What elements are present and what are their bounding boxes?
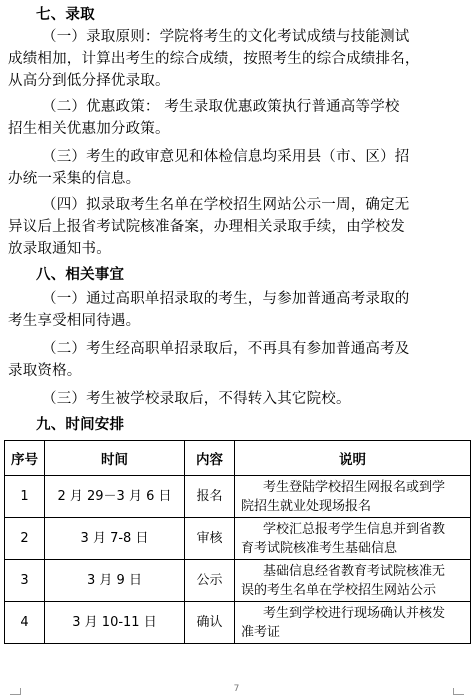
preferential-policy-paragraph xyxy=(8,96,463,140)
text-line: 异议后上报省考试院核准备案，办理相关录取手续，由学校发 xyxy=(8,219,405,235)
table-row xyxy=(5,518,471,560)
desc-line: 院招生就业处现场报名 xyxy=(241,498,372,514)
desc-line: 基础信息经省教育考试院核准无 xyxy=(263,563,446,579)
cell-time: 3 月 7-8 日 xyxy=(45,518,185,560)
text-line: 成绩相加，计算出考生的综合成绩，按照考生的综合成绩排名， xyxy=(8,51,420,67)
cell-content: 报名 xyxy=(185,476,235,518)
desc-line: 考生到学校进行现场确认并核发 xyxy=(263,605,446,621)
cell-content: 审核 xyxy=(185,518,235,560)
column-header-content: 内容 xyxy=(185,441,235,476)
text-line: （三）考生的政审意见和体检信息均采用县（市、区）招 xyxy=(42,149,410,165)
page-number: 7 xyxy=(233,684,240,694)
section-8-heading: 八、相关事宜 xyxy=(36,267,125,283)
cell-time: 3 月 9 日 xyxy=(45,560,185,602)
schedule-table xyxy=(4,440,471,644)
desc-line: 准考证 xyxy=(241,624,281,640)
text-line: （二）考生经高职单招录取后，不再具有参加普通高考及 xyxy=(42,341,410,357)
cell-desc xyxy=(235,518,471,560)
text-line: 从高分到低分择优录取。 xyxy=(8,73,170,89)
text-line: （一）通过高职单招录取的考生，与参加普通高考录取的 xyxy=(42,291,410,307)
text-line: 招生相关优惠加分政策。 xyxy=(8,121,170,137)
desc-line: 育考试院核准考生基础信息 xyxy=(241,540,398,556)
cell-content: 公示 xyxy=(185,560,235,602)
table-header-row xyxy=(5,441,471,476)
cell-desc xyxy=(235,476,471,518)
political-review-paragraph xyxy=(8,146,463,190)
text-line: 放录取通知书。 xyxy=(8,241,111,257)
desc-line: 考生登陆学校招生网报名或到学 xyxy=(263,479,446,495)
cell-no: 1 xyxy=(5,476,45,518)
text-line: 考生享受相同待遇。 xyxy=(8,313,141,329)
cell-content: 确认 xyxy=(185,602,235,644)
text-line: 办统一采集的信息。 xyxy=(8,171,141,187)
table-row xyxy=(5,560,471,602)
table-row xyxy=(5,476,471,518)
column-header-time: 时间 xyxy=(45,441,185,476)
equal-treatment-paragraph xyxy=(8,288,463,332)
cell-no: 2 xyxy=(5,518,45,560)
text-line: （一）录取原则：学院将考生的文化考试成绩与技能测试 xyxy=(42,29,410,45)
no-gaokao-paragraph xyxy=(8,338,463,382)
column-header-desc: 说明 xyxy=(235,441,471,476)
section-7-heading: 七、录取 xyxy=(36,7,95,23)
no-transfer-paragraph xyxy=(8,388,463,410)
admission-principle-paragraph xyxy=(8,26,463,92)
text-line: （二）优惠政策： 考生录取优惠政策执行普通高等学校 xyxy=(42,99,400,115)
table-row xyxy=(5,602,471,644)
cell-desc xyxy=(235,602,471,644)
text-line: （三）考生被学校录取后，不得转入其它院校。 xyxy=(42,391,351,407)
cell-desc xyxy=(235,560,471,602)
column-header-no: 序号 xyxy=(5,441,45,476)
text-line: 录取资格。 xyxy=(8,363,82,379)
cell-no: 4 xyxy=(5,602,45,644)
desc-line: 误的考生名单在学校招生网站公示 xyxy=(241,582,437,598)
cell-no: 3 xyxy=(5,560,45,602)
cell-time: 3 月 10-11 日 xyxy=(45,602,185,644)
publicity-paragraph xyxy=(8,194,463,260)
section-9-heading: 九、时间安排 xyxy=(36,417,125,433)
text-line: （四）拟录取考生名单在学校招生网站公示一周，确定无 xyxy=(42,197,410,213)
cell-time: 2 月 29－3 月 6 日 xyxy=(45,476,185,518)
desc-line: 学校汇总报考学生信息并到省教 xyxy=(263,521,446,537)
